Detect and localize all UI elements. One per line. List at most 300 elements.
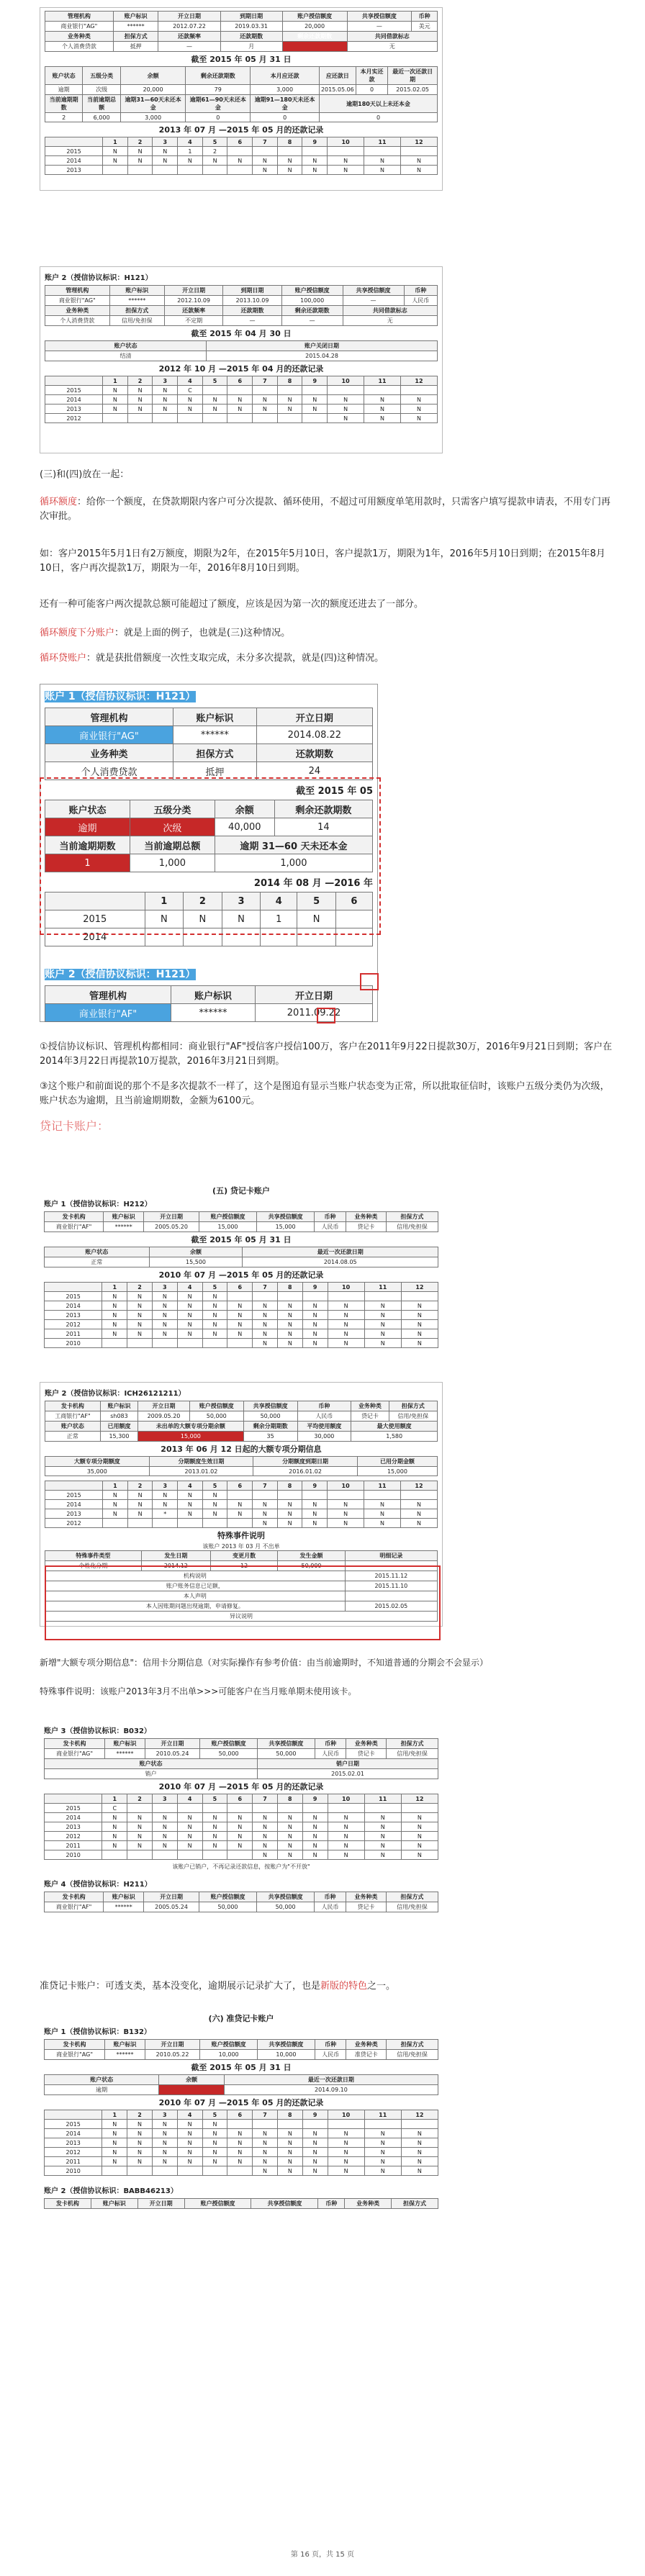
header-cell: 担保方式 xyxy=(387,1739,438,1749)
cell: 贷记卡 xyxy=(346,1222,386,1232)
sub-account-label: 循环额度下分账户 xyxy=(40,628,115,638)
month-header: 11 xyxy=(364,137,401,147)
cell: 月 xyxy=(220,42,282,52)
month-header: 10 xyxy=(328,137,364,147)
loan-account-1-table xyxy=(45,11,438,52)
cell: 信用/免担保 xyxy=(389,1411,437,1422)
header-cell: 共享授信额度 xyxy=(343,286,404,296)
month-header: 9 xyxy=(302,137,328,147)
header-cell: 共同借款标志 xyxy=(343,306,437,316)
header-cell: 最近一次还款日期 xyxy=(224,2075,438,2085)
cell: 50,000 xyxy=(258,1749,315,1759)
header-cell: 账户状态 xyxy=(45,341,207,351)
month-header: 4 xyxy=(178,137,203,147)
cell: 正常 xyxy=(45,1432,101,1442)
cc4-table xyxy=(44,1892,438,1912)
cc2-history-table: 1 2 3 4 5 6 7 8 9 10 11 12 2015 N N N N N 2014 N N N N N N N N N N N N 2013 N N * N N N N N N N N N 2012 N N N N N N xyxy=(45,1481,438,1528)
cell: 0 xyxy=(356,85,387,95)
cell: N xyxy=(222,910,261,928)
header-cell: 变更月数 xyxy=(210,1551,277,1561)
cell: 35,000 xyxy=(45,1467,150,1476)
cell: 2015.02.05 xyxy=(388,85,438,95)
credit-card-section xyxy=(40,1180,443,1346)
cell: 2015.11.12 xyxy=(345,1571,437,1581)
zoom-as-of: 截至 2015 年 05 xyxy=(296,786,373,797)
cell: ****** xyxy=(173,726,257,744)
month-header: 8 xyxy=(277,137,302,147)
cell: 0 xyxy=(186,113,251,122)
year-label: 2015 xyxy=(45,1292,102,1301)
special-event-title: 特殊事件说明 xyxy=(217,1531,265,1540)
header-cell: 账户标识 xyxy=(109,286,164,296)
cell: sh083 xyxy=(100,1411,137,1422)
header-cell: 开立日期 xyxy=(256,986,373,1004)
header-cell: 账户标识 xyxy=(91,2199,137,2209)
header-cell: 开立日期 xyxy=(144,1212,199,1222)
header-cell: 管理机构 xyxy=(45,12,114,22)
cell: 2014.09.10 xyxy=(224,2085,438,2095)
cell: 账户账务信息已足额， xyxy=(45,1581,346,1591)
cell: 次级 xyxy=(83,85,121,95)
cell: 2014.08.22 xyxy=(256,726,372,744)
header-cell: 账户状态 xyxy=(45,2075,159,2085)
header-cell: 共享授信额度 xyxy=(258,2040,315,2050)
cell: 2015.04.28 xyxy=(207,351,438,361)
header-cell: 担保方式 xyxy=(386,1212,438,1222)
header-cell: 本月实还款 xyxy=(356,67,387,85)
cell: 2013.01.02 xyxy=(149,1467,253,1476)
cell: 79 xyxy=(186,85,251,95)
cell: 1 xyxy=(45,854,130,872)
cell: 人民币 xyxy=(315,1749,346,1759)
cell: 美元 xyxy=(412,22,438,32)
cell xyxy=(159,2085,224,2095)
account-title: 账户 3（授信协议标识：B032） xyxy=(44,1727,151,1735)
account-title: 账户 2（授信协议标识：H121） xyxy=(45,274,153,282)
section-title: (六) 准贷记卡账户 xyxy=(208,2014,274,2023)
credit-card-state-table xyxy=(44,1247,438,1267)
loop-credit-desc: ：给你一个额度，在贷款期限内客户可分次提款、循环使用，不超过可用额度单笔用款时，只需客户填写提款申请表，不用专门再次审批。 xyxy=(40,497,611,522)
cell: — xyxy=(281,316,343,326)
cell: 50,000 xyxy=(243,1411,297,1422)
cc3-table xyxy=(44,1738,438,1779)
header-cell: 担保方式 xyxy=(387,2040,438,2050)
as-of-date: 截至 2015 年 05 月 31 日 xyxy=(191,1235,292,1244)
cell: 2 xyxy=(45,113,83,122)
sub-account-paragraph xyxy=(40,626,615,641)
header-cell xyxy=(45,137,103,147)
loan-state-table xyxy=(45,340,438,361)
cell: 50,000 xyxy=(278,1561,345,1571)
cell: 12 xyxy=(210,1561,277,1571)
header-cell: 发卡机构 xyxy=(45,2040,105,2050)
cell: 商业银行"AF" xyxy=(45,1902,104,1912)
cell: 0 xyxy=(251,113,320,122)
year-label: 2015 xyxy=(45,147,103,156)
cell: 人民币 xyxy=(315,1222,346,1232)
account-title: 账户 4（授信协议标识：H211） xyxy=(44,1881,152,1889)
cell: 15,300 xyxy=(100,1432,137,1442)
header-cell: 账户授信额度 xyxy=(199,1212,256,1222)
semi-credit-text: 准贷记卡账户：可透支类，基本没变化，逾期展示记录扩大了，也是 xyxy=(40,1981,321,1992)
header-cell: 账户标识 xyxy=(113,12,158,22)
header-cell: 业务种类 xyxy=(45,306,110,316)
cell: 40,000 xyxy=(215,818,274,836)
loop-credit-label: 循环额度 xyxy=(40,497,78,507)
header-cell: 发卡机构 xyxy=(45,1401,101,1411)
repayment-history-table: 1 2 3 4 5 6 7 8 9 10 11 12 2015 C 2014 N N N N N N N N N N N N 2013 N N N N N N N N N N N N 2012 N N N N N N N N N N N N 2011 N N N N N N N N N N N N 2010 N N N N N N xyxy=(44,1794,438,1860)
cell: 贷记卡 xyxy=(351,1411,389,1422)
new-info-paragraph: 新增"大额专项分期信息"：信用卡分期信息（对实际操作有参考价值：由当前逾期时，不知道普通的分期会不会显示） xyxy=(40,1658,489,1668)
section-title: (五) 贷记卡账户 xyxy=(212,1186,270,1196)
cell: 次级 xyxy=(130,818,215,836)
header-cell: 还款频率 xyxy=(164,306,222,316)
history-title: 2010 年 07 月 —2015 年 05 月的还款记录 xyxy=(158,2098,324,2107)
semi-credit-state-table xyxy=(44,2074,438,2095)
header-cell: 账户授信额度 xyxy=(200,2040,258,2050)
cell: 15,000 xyxy=(138,1432,244,1442)
cell: 贷记卡 xyxy=(346,1749,387,1759)
month-header: 6 xyxy=(227,137,253,147)
header-cell: 担保方式 xyxy=(392,2199,438,2209)
cell: 人民币 xyxy=(297,1411,351,1422)
cell: N xyxy=(297,910,336,928)
header-cell: 已用分期金额 xyxy=(357,1457,437,1467)
header-cell: 余额 xyxy=(215,800,274,818)
header-cell: 未出单的大额专项分期余额 xyxy=(138,1422,244,1432)
year-label: 2012 xyxy=(45,2148,102,2157)
semi-credit-end: 之一。 xyxy=(367,1981,396,1992)
header-cell: 发生日期 xyxy=(141,1551,210,1561)
highlight-dashed-box xyxy=(40,777,381,935)
header-cell: 逾期31—60天未还本金 xyxy=(120,95,185,113)
header-cell: 当前逾期总额 xyxy=(83,95,121,113)
header-cell: 逾期180天以上未还本金 xyxy=(319,95,437,113)
cell: 2010.05.22 xyxy=(145,2050,199,2060)
header-cell: 账户授信额度 xyxy=(184,2199,251,2209)
note-2-paragraph: ③这个账户和前面说的那个不是多次提款不一样了，这个是图追有显示当账户状态变为正常，所以批取征信时，该账户五级分类仍为次级，账户状态为逾期，且当前逾期期数，金额为6100元。 xyxy=(40,1081,610,1106)
header-cell: 担保方式 xyxy=(173,744,257,762)
header-cell: 还款期数 xyxy=(220,32,282,42)
month-header: 1 xyxy=(103,137,128,147)
year-label: 2013 xyxy=(45,1822,102,1832)
account-title: 账户 1（授信协议标识：B132） xyxy=(44,2028,151,2036)
as-of-date: 截至 2015 年 04 月 30 日 xyxy=(191,329,292,338)
cell: 1,000 xyxy=(130,854,215,872)
cell: ****** xyxy=(105,2050,145,2060)
header-cell: 账户标识 xyxy=(105,2040,145,2050)
header-cell: 币种 xyxy=(315,1892,346,1902)
cell: 15,000 xyxy=(357,1467,437,1476)
header-cell: 剩余还款期数 xyxy=(282,32,347,42)
header-cell: 账户标识 xyxy=(171,986,256,1004)
highlight-box xyxy=(360,973,379,990)
account-title: 账户 2（授信协议标识：BABB46213） xyxy=(44,2187,178,2195)
semi-credit-table xyxy=(44,2039,438,2060)
header-cell: 担保方式 xyxy=(113,32,158,42)
cell: — xyxy=(343,296,404,306)
year-label: 2014 xyxy=(45,395,103,405)
year-label: 2010 xyxy=(45,1339,102,1348)
loan-state-table xyxy=(45,66,438,122)
year-label: 2011 xyxy=(45,1841,102,1850)
zoom-table-1 xyxy=(45,708,373,780)
header-cell: 开立日期 xyxy=(256,708,372,726)
loop-loan-label: 循环贷账户 xyxy=(40,653,87,664)
header-cell: 业务种类 xyxy=(346,2040,387,2050)
repayment-history-table: 1 2 3 4 5 6 7 8 9 10 11 12 2015 N N N 1 2 2014 N N N N N N N N N N N N 2013 N N N N N N xyxy=(45,137,438,175)
semi-credit-paragraph xyxy=(40,1979,615,1994)
zoom-title-text: 账户 1（授信协议标识：H121） xyxy=(45,691,196,702)
header-cell: 余额 xyxy=(159,2075,224,2085)
header-cell: 担保方式 xyxy=(109,306,164,316)
cell: 商业银行"AG" xyxy=(45,726,173,744)
month-header: 4 xyxy=(261,892,297,910)
cell: 人民币 xyxy=(315,2050,346,2060)
cell: 2019.03.31 xyxy=(220,22,282,32)
installment-table xyxy=(45,1456,438,1476)
month-header: 2 xyxy=(127,137,153,147)
year-label: 2014 xyxy=(45,1301,102,1311)
cell: 10,000 xyxy=(258,2050,315,2060)
header-cell: 大额专项分期额度 xyxy=(45,1457,150,1467)
year-label: 2013 xyxy=(45,2138,102,2148)
cell: 24 xyxy=(256,762,372,780)
header-cell: 开立日期 xyxy=(138,1401,190,1411)
month-header: 1 xyxy=(145,892,184,910)
cell: ****** xyxy=(171,1004,256,1022)
header-cell: 账户状态 xyxy=(45,800,130,818)
header-cell: 币种 xyxy=(315,1212,346,1222)
header-cell: 账户授信额度 xyxy=(189,1401,243,1411)
cell: 1 xyxy=(261,910,297,928)
cell: 机构说明 xyxy=(45,1571,346,1581)
cell: 2012.10.09 xyxy=(164,296,222,306)
header-cell: 账户授信额度 xyxy=(200,1739,258,1749)
cell: 人民币 xyxy=(315,1902,346,1912)
year-label: 2015 xyxy=(45,2120,102,2129)
header-cell: 账户授信额度 xyxy=(199,1892,256,1902)
cell: 本人声明 xyxy=(45,1591,346,1601)
cell: 2015.02.05 xyxy=(345,1601,437,1612)
header-cell: 销户日期 xyxy=(258,1759,438,1769)
cell: 人民币 xyxy=(404,296,438,306)
cell: 不定期 xyxy=(164,316,222,326)
header-cell: 发卡机构 xyxy=(45,1892,104,1902)
year-label: 2012 xyxy=(45,414,103,423)
year-label: 2012 xyxy=(45,1832,102,1841)
loan-account-2-block xyxy=(40,266,443,453)
header-cell: 已用额度 xyxy=(100,1422,137,1432)
cell: 3,000 xyxy=(251,85,320,95)
year-label: 2014 xyxy=(45,2129,102,2138)
header-cell: 发生金额 xyxy=(278,1551,345,1561)
special-event-paragraph: 特殊事件说明：该账户2013年3月不出单>>>可能客户在当月账单期未使用该卡。 xyxy=(40,1686,357,1696)
account-title: 账户 2（授信协议标识：ICH26121211） xyxy=(45,1390,186,1398)
loan-account-2-table xyxy=(45,285,438,326)
repayment-history-table: 1 2 3 4 5 6 7 8 9 10 11 12 2015 N N N C 2014 N N N N N N N N N N N N 2013 N N N N N N N N N N N N 2012 N N N xyxy=(45,376,438,423)
cell: 贷记卡 xyxy=(346,1902,386,1912)
year-label: 2013 xyxy=(45,405,103,414)
header-cell: 共享授信额度 xyxy=(257,1892,315,1902)
cell: 100,000 xyxy=(281,296,343,306)
header-cell: 共享授信额度 xyxy=(258,1739,315,1749)
header-cell: 剩余还款期数 xyxy=(186,67,251,85)
year-label: 2012 xyxy=(45,1320,102,1329)
cell: 正常 xyxy=(45,1257,150,1267)
header-cell: 账户关闭日期 xyxy=(207,341,438,351)
header-cell: 共享授信额度 xyxy=(257,1212,315,1222)
as-of-date: 截至 2015 年 05 月 31 日 xyxy=(191,55,292,64)
cell: 50,000 xyxy=(189,1411,243,1422)
header-cell: 剩余还款期数 xyxy=(281,306,343,316)
header-cell: 担保方式 xyxy=(386,1892,438,1902)
cell: 2010.05.24 xyxy=(145,1749,199,1759)
header-cell: 账户授信额度 xyxy=(281,286,343,296)
cell: 无 xyxy=(343,316,437,326)
header-cell: 业务种类 xyxy=(346,1892,386,1902)
cell: 30,000 xyxy=(297,1432,351,1442)
header-cell: 平均使用额度 xyxy=(297,1422,351,1432)
cell: ****** xyxy=(104,1222,144,1232)
loop-loan-paragraph xyxy=(40,651,615,666)
header-cell: 开立日期 xyxy=(145,2040,199,2050)
cell: 2009.05.20 xyxy=(138,1411,190,1422)
header-cell: 逾期91—180天未还本金 xyxy=(251,95,320,113)
header-cell: 账户状态 xyxy=(45,67,83,85)
header-cell: 发卡机构 xyxy=(45,1212,104,1222)
month-header: 6 xyxy=(335,892,372,910)
header-cell: 管理机构 xyxy=(45,986,171,1004)
header-cell: 开立日期 xyxy=(144,1892,199,1902)
cell: 个人消费贷款 xyxy=(45,316,110,326)
header-cell: 开立日期 xyxy=(137,2199,184,2209)
cell: 15,500 xyxy=(149,1257,243,1267)
cell: 2005.05.20 xyxy=(144,1222,199,1232)
highlight-box xyxy=(45,1565,441,1640)
header-cell: 账户标识 xyxy=(100,1401,137,1411)
cell: 商业银行"AF" xyxy=(45,1004,171,1022)
history-title: 2012 年 10 月 —2015 年 04 月的还款记录 xyxy=(158,364,324,374)
header-cell: 应还款日 xyxy=(319,67,356,85)
header-cell: 共同借款标志 xyxy=(347,32,437,42)
cell: 1,580 xyxy=(351,1432,438,1442)
another-case-paragraph: 还有一种可能客户两次提款总额可能超过了额度，应该是因为第一次的额度还进去了一部分。 xyxy=(40,599,424,610)
cell: 2015.11.10 xyxy=(345,1581,437,1591)
header-cell: 开立日期 xyxy=(158,12,220,22)
month-header: 3 xyxy=(222,892,261,910)
header-cell: 业务种类 xyxy=(346,1739,387,1749)
header-cell: 最大使用额度 xyxy=(351,1422,438,1432)
header-cell: 开立日期 xyxy=(145,1739,199,1749)
history-title: 2010 年 07 月 —2015 年 05 月的还款记录 xyxy=(158,1270,324,1280)
header-cell: 币种 xyxy=(297,1401,351,1411)
zoom-history-title: 2014 年 08 月 —2016 年 xyxy=(253,878,373,889)
header-cell: 五级分类 xyxy=(130,800,215,818)
month-header: 5 xyxy=(202,137,227,147)
header-cell: 分期额度到期日期 xyxy=(253,1457,358,1467)
header-cell: 管理机构 xyxy=(45,286,110,296)
cell: 逾期 xyxy=(45,85,83,95)
installment-title: 2013 年 06 月 12 日起的大额专项分期信息 xyxy=(161,1445,322,1454)
cell: 2015.02.01 xyxy=(258,1769,438,1779)
cell: — xyxy=(158,42,220,52)
cell: 商业银行"AG" xyxy=(45,296,110,306)
cell: 3,000 xyxy=(120,113,185,122)
header-cell: 业务种类 xyxy=(45,32,114,42)
header-cell: 余额 xyxy=(149,1247,243,1257)
header-cell: 特殊事件类型 xyxy=(45,1551,142,1561)
month-header: 5 xyxy=(297,892,336,910)
cell: 14 xyxy=(274,818,372,836)
cell: N xyxy=(184,910,222,928)
month-header: 3 xyxy=(153,137,178,147)
header-cell: 共享授信额度 xyxy=(243,1401,297,1411)
header-cell: 业务种类 xyxy=(45,744,173,762)
header-cell: 账户标识 xyxy=(104,1892,144,1902)
cell: 2005.05.24 xyxy=(144,1902,199,1912)
header-cell: 明细记录 xyxy=(345,1551,437,1561)
cell: ****** xyxy=(104,1902,144,1912)
header-cell: 当前逾期期数 xyxy=(45,95,83,113)
header-cell: 到期日期 xyxy=(223,286,281,296)
month-header: 2 xyxy=(184,892,222,910)
header-cell: 余额 xyxy=(120,67,185,85)
loop-loan-desc: ：就是获批借额度一次性支取完成，未分多次提款，就是(四)这种情况。 xyxy=(86,653,384,664)
cell: 20,000 xyxy=(120,85,185,95)
loop-credit-paragraph xyxy=(40,495,615,524)
highlight-box xyxy=(317,1008,335,1023)
header-cell: 共享授信额度 xyxy=(347,12,412,22)
cell: 信用/免担保 xyxy=(387,1749,438,1759)
cell: 50,000 xyxy=(257,1902,315,1912)
section-3-4-heading: (三)和(四)放在一起： xyxy=(40,469,130,480)
cell: ****** xyxy=(109,296,164,306)
header-cell: 发卡机构 xyxy=(45,1739,105,1749)
closed-note: 该账户已销户，不再记录还款信息，按账户为"不开放" xyxy=(172,1863,310,1870)
header-cell: 账户授信额度 xyxy=(282,12,347,22)
note-1-paragraph: ①授信协议标识、管理机构都相同：商业银行"AF"授信客户授信100万，客户在2011年9月22日提款30万，2016年9月21日到期；客户在2014年3月22日再提款10万提款，2016年3月21日到期。 xyxy=(40,1041,613,1067)
header-cell: 当前逾期期数 xyxy=(45,836,130,854)
header-cell: 还款期数 xyxy=(223,306,281,316)
header-cell: 分期额度生效日期 xyxy=(149,1457,253,1467)
special-event-text: 该账户 2013 年 03 月 不出单 xyxy=(202,1543,280,1550)
semi-credit-highlight: 新版的特色 xyxy=(320,1981,368,1992)
cell: ****** xyxy=(105,1749,145,1759)
header-cell: 币种 xyxy=(412,12,438,22)
year-label: 2013 xyxy=(45,1311,102,1320)
header-cell: 当前逾期总额 xyxy=(130,836,215,854)
year-label: 2014 xyxy=(45,928,145,946)
header-cell: 最近一次还款日期 xyxy=(388,67,438,85)
cell: 无 xyxy=(347,42,437,52)
header-cell: 还款期数 xyxy=(256,744,372,762)
cell: 逾期 xyxy=(45,818,130,836)
cell: 2015.05.06 xyxy=(319,85,356,95)
header-cell: 剩余分期期数 xyxy=(243,1422,297,1432)
semi-credit-card-section xyxy=(40,2008,443,2267)
cell: 商业银行"AF" xyxy=(45,1222,104,1232)
cell: — xyxy=(345,1561,437,1571)
cell: 50,000 xyxy=(199,1902,256,1912)
month-header: 7 xyxy=(253,137,278,147)
header-cell: 账户标识 xyxy=(173,708,257,726)
cell: 2014.12 xyxy=(141,1561,210,1571)
credit-card-account-3-block xyxy=(40,1720,443,1943)
header-cell: 币种 xyxy=(404,286,438,296)
credit-card-table xyxy=(44,1211,438,1232)
repayment-history-table: 1 2 3 4 5 6 7 8 9 10 11 12 2015 N N N N N 2014 N N N N N N N N N N N N 2013 N N N N N N N N N N N N 2012 N N N N N N N N N N N N 2011 N N N N N N N N N N N N 2010 N N N N N N xyxy=(44,1282,438,1348)
